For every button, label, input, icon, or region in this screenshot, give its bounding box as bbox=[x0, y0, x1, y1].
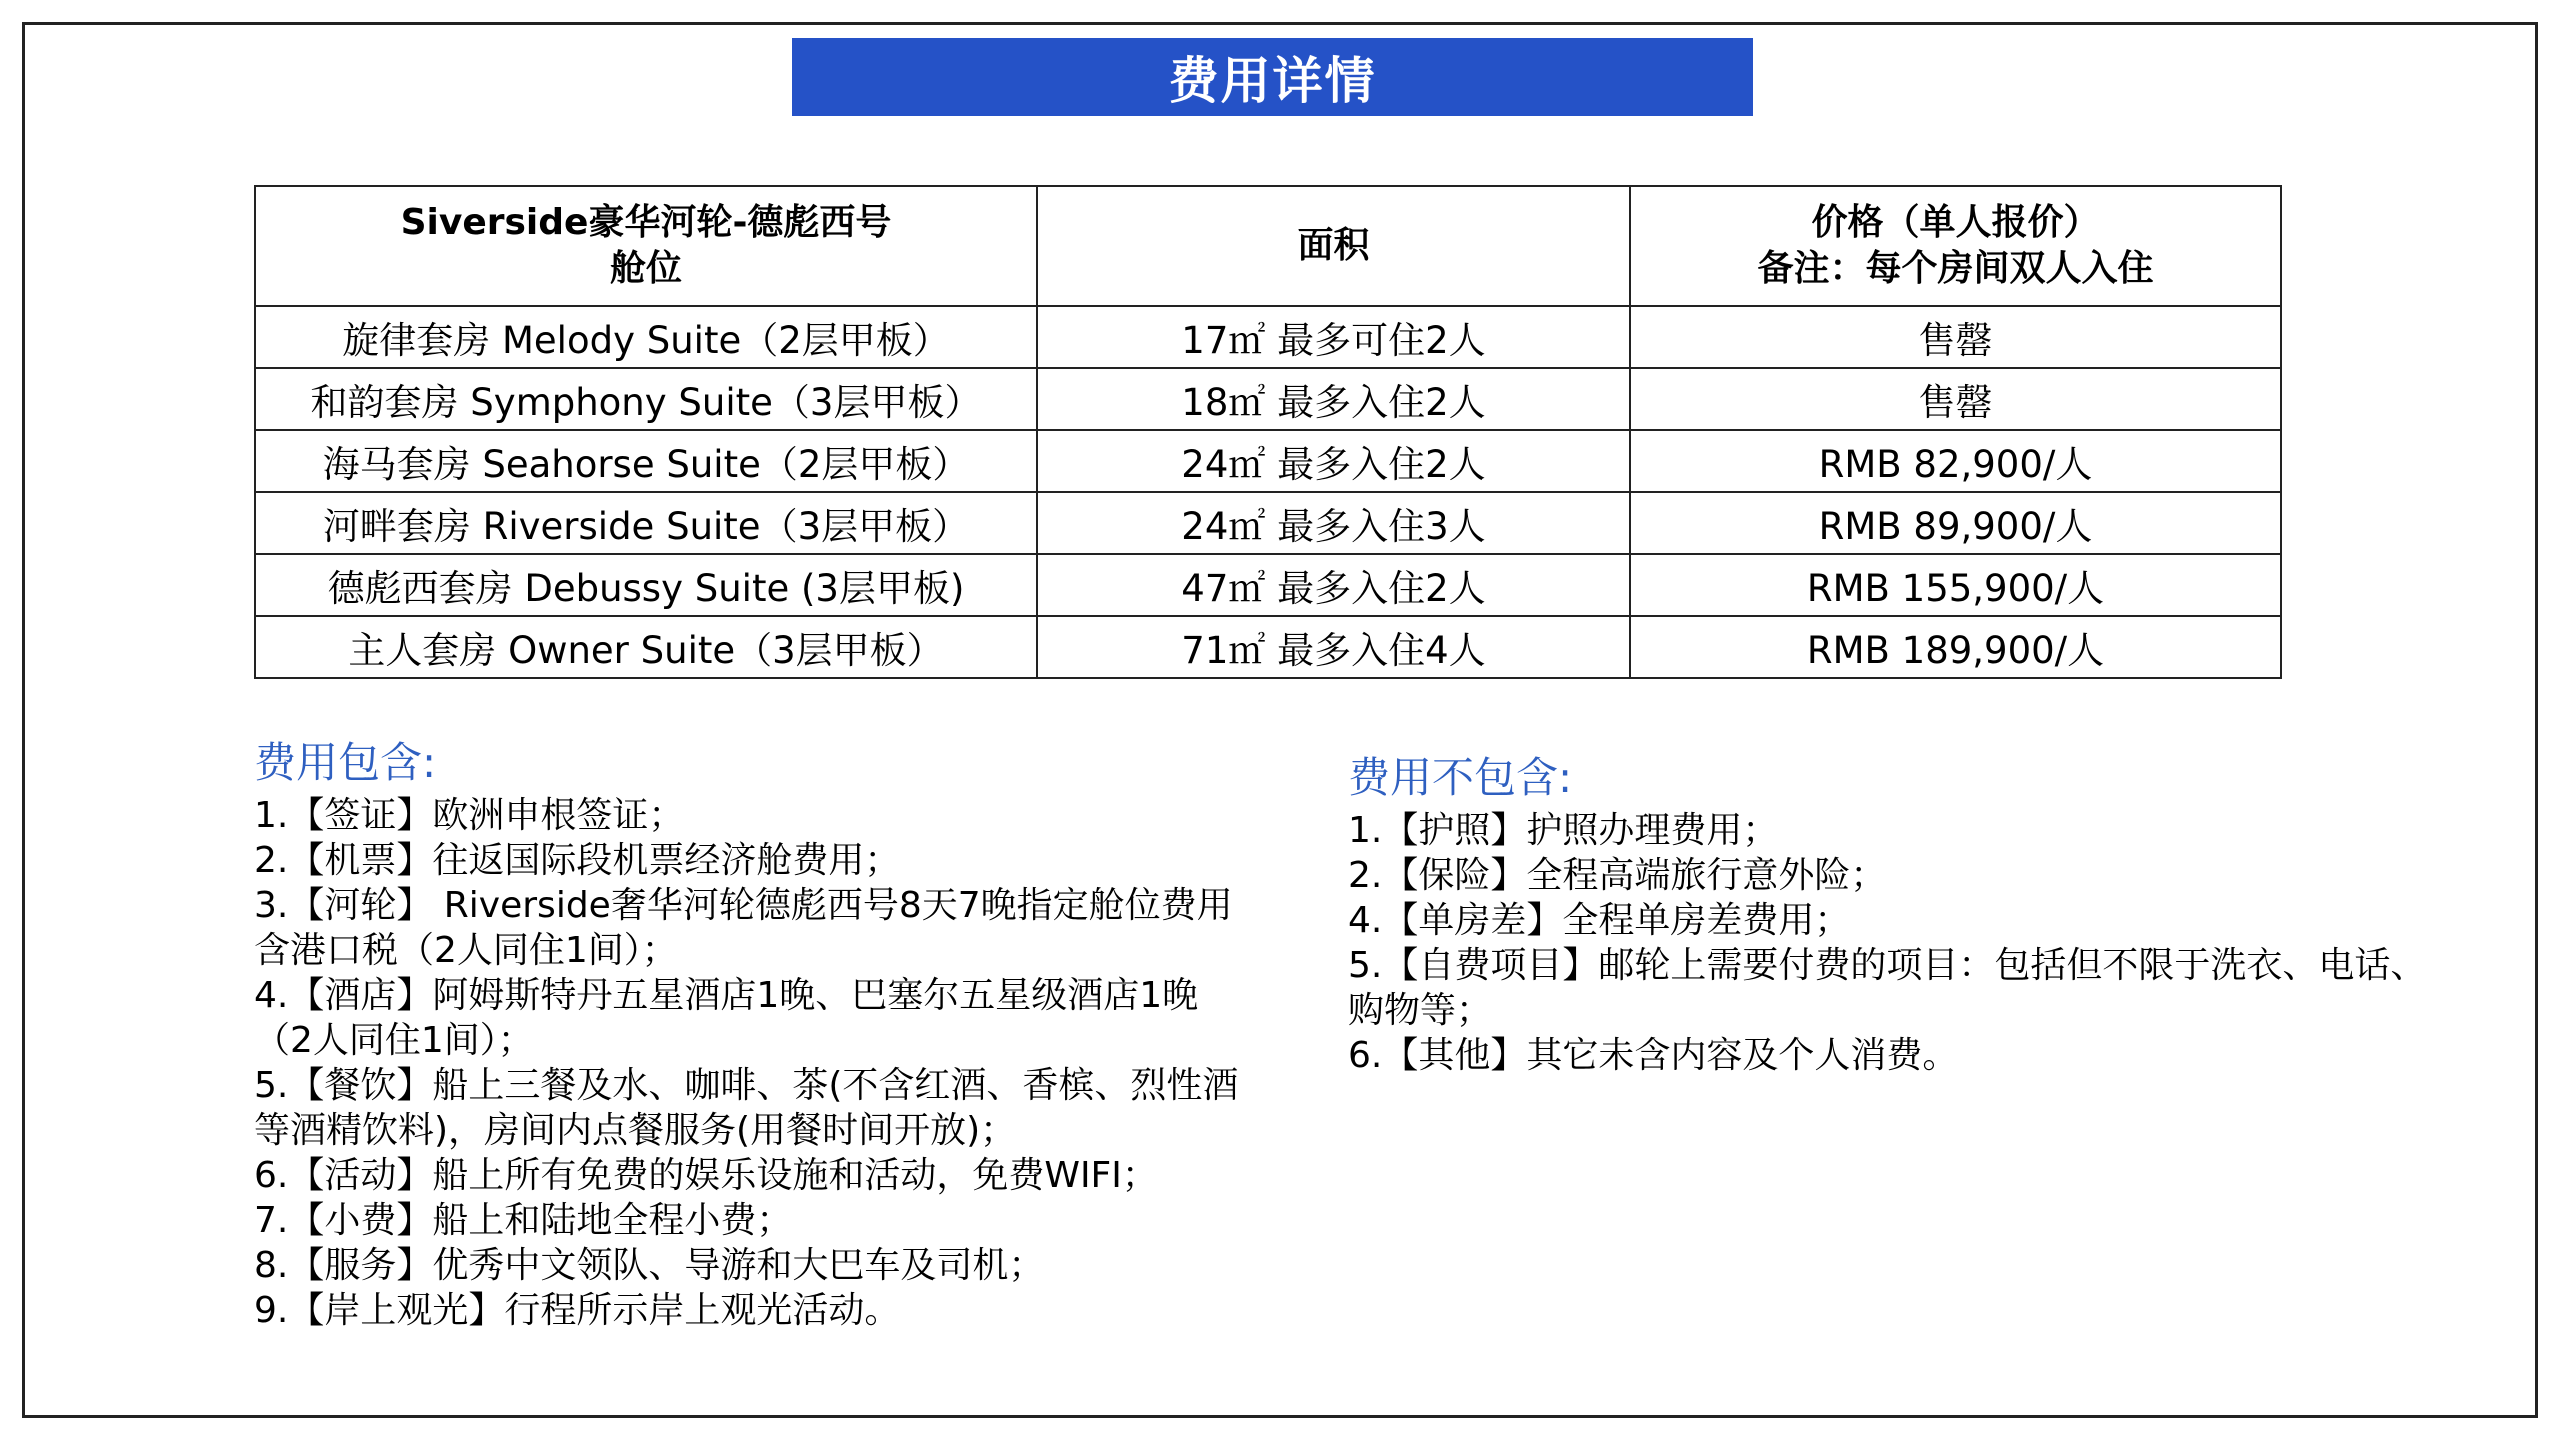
cabin-cell: 海马套房 Seahorse Suite（2层甲板） bbox=[255, 430, 1037, 492]
header-cabin bbox=[255, 186, 1037, 306]
included-item: 2.【机票】往返国际段机票经济舱费用； bbox=[254, 840, 901, 881]
fees-excluded-heading: 费用不包含: bbox=[1348, 753, 1573, 802]
price-cell: 售罄 bbox=[1630, 306, 2281, 368]
table-row bbox=[255, 430, 2281, 492]
cabin-cell: 河畔套房 Riverside Suite（3层甲板） bbox=[255, 492, 1037, 554]
area-cell: 18㎡ 最多入住2人 bbox=[1037, 368, 1630, 430]
fees-included-section bbox=[254, 740, 1254, 1333]
included-item: 6.【活动】船上所有免费的娱乐设施和活动，免费WIFI； bbox=[254, 1155, 1158, 1196]
cabin-price-table bbox=[254, 185, 2282, 679]
cabin-cell: 德彪西套房 Debussy Suite (3层甲板) bbox=[255, 554, 1037, 616]
excluded-item: 2.【保险】全程高端旅行意外险； bbox=[1348, 855, 1887, 896]
header-cabin-line1: Siverside豪华河轮-德彪西号 bbox=[400, 202, 892, 243]
header-price-line1: 价格（单人报价） bbox=[1811, 202, 2100, 243]
price-cell: RMB 189,900/人 bbox=[1630, 616, 2281, 678]
header-price bbox=[1630, 186, 2281, 306]
header-area-line1: 面积 bbox=[1297, 225, 1370, 266]
price-cell: RMB 155,900/人 bbox=[1630, 554, 2281, 616]
header-cabin-line2: 舱位 bbox=[609, 248, 682, 289]
excluded-item: 6.【其他】其它未含内容及个人消费。 bbox=[1348, 1035, 1959, 1076]
included-item: 5.【餐饮】船上三餐及水、咖啡、茶(不含红酒、香槟、烈性酒等酒精饮料)，房间内点餐服务(用餐时间开放)； bbox=[254, 1065, 1239, 1151]
excluded-item: 1.【护照】护照办理费用； bbox=[1348, 810, 1779, 851]
included-item: 1.【签证】欧洲申根签证； bbox=[254, 795, 685, 836]
excluded-item: 5.【自费项目】邮轮上需要付费的项目：包括但不限于洗衣、电话、购物等； bbox=[1348, 945, 2427, 1031]
included-item: 9.【岸上观光】行程所示岸上观光活动。 bbox=[254, 1290, 901, 1331]
included-item: 3.【河轮】 Riverside奢华河轮德彪西号8天7晚指定舱位费用含港口税（2人同住1间）； bbox=[254, 885, 1233, 971]
page-title: 费用详情 bbox=[792, 38, 1753, 116]
area-cell: 17㎡ 最多可住2人 bbox=[1037, 306, 1630, 368]
table-row bbox=[255, 368, 2281, 430]
included-item: 7.【小费】船上和陆地全程小费； bbox=[254, 1200, 793, 1241]
included-item: 4.【酒店】阿姆斯特丹五星酒店1晚、巴塞尔五星级酒店1晚（2人同住1间）； bbox=[254, 975, 1199, 1061]
area-cell: 24㎡ 最多入住2人 bbox=[1037, 430, 1630, 492]
cabin-cell: 和韵套房 Symphony Suite（3层甲板） bbox=[255, 368, 1037, 430]
price-cell: RMB 82,900/人 bbox=[1630, 430, 2281, 492]
header-price-line2: 备注：每个房间双人入住 bbox=[1757, 248, 2154, 289]
table-header-row bbox=[255, 186, 2281, 306]
included-item: 8.【服务】优秀中文领队、导游和大巴车及司机； bbox=[254, 1245, 1045, 1286]
area-cell: 24㎡ 最多入住3人 bbox=[1037, 492, 1630, 554]
fees-included-heading: 费用包含: bbox=[254, 738, 437, 787]
table-row bbox=[255, 554, 2281, 616]
table-row bbox=[255, 492, 2281, 554]
area-cell: 71㎡ 最多入住4人 bbox=[1037, 616, 1630, 678]
fees-excluded-section bbox=[1348, 755, 2448, 1078]
area-cell: 47㎡ 最多入住2人 bbox=[1037, 554, 1630, 616]
cabin-cell: 旋律套房 Melody Suite（2层甲板） bbox=[255, 306, 1037, 368]
table-row bbox=[255, 616, 2281, 678]
cabin-cell: 主人套房 Owner Suite（3层甲板） bbox=[255, 616, 1037, 678]
excluded-item: 4.【单房差】全程单房差费用； bbox=[1348, 900, 1851, 941]
header-area bbox=[1037, 186, 1630, 306]
price-cell: RMB 89,900/人 bbox=[1630, 492, 2281, 554]
price-cell: 售罄 bbox=[1630, 368, 2281, 430]
table-row bbox=[255, 306, 2281, 368]
